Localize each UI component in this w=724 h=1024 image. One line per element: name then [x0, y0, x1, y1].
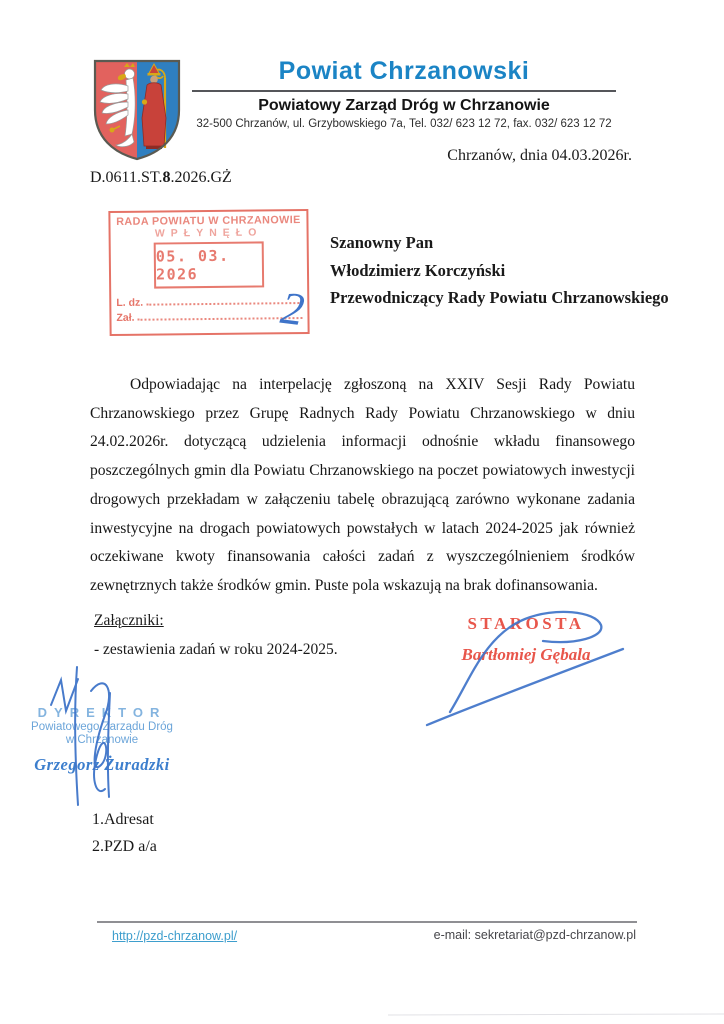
addressee-block — [330, 229, 669, 312]
dotted-leader — [138, 317, 303, 321]
received-stamp-org: RADA POWIATU W CHRZANOWIE — [116, 214, 301, 228]
received-stamp-word: WPŁYNĘŁO — [154, 226, 263, 240]
attachments-item: - zestawienia zadań w roku 2024-2025. — [94, 641, 338, 658]
organization-name: Powiatowy Zarząd Dróg w Chrzanowie — [258, 97, 550, 114]
footer-divider — [97, 921, 637, 923]
letterhead — [192, 57, 616, 130]
reference-bold-digit: 8 — [162, 169, 171, 186]
starosta-name: Bartłomiej Gębala — [461, 645, 591, 664]
zal-label: Zał. — [116, 311, 135, 324]
starosta-stamp — [452, 614, 600, 665]
dotted-leader — [146, 302, 302, 306]
director-name: Grzegorz Żuradzki — [34, 755, 170, 774]
received-stamp-zal-row — [116, 307, 302, 324]
addressee-title: Przewodniczący Rady Powiatu Chrzanowskiego — [330, 288, 669, 307]
letterhead-divider — [192, 90, 616, 92]
director-stamp — [16, 705, 188, 775]
page-title: Powiat Chrzanowski — [278, 57, 530, 85]
starosta-role: STAROSTA — [467, 614, 585, 633]
addressee-name: Włodzimierz Korczyński — [330, 260, 506, 280]
handwritten-attachment-count: 2 — [278, 281, 308, 336]
date-line: Chrzanów, dnia 04.03.2026r. — [447, 147, 632, 164]
distribution-item: 1.Adresat — [92, 811, 154, 828]
footer-website-link[interactable]: http://pzd-chrzanow.pl/ — [112, 929, 238, 943]
ldz-label: L. dz. — [116, 296, 144, 309]
director-org-line2: w Chrzanowie — [65, 734, 139, 746]
organization-address: 32-500 Chrzanów, ul. Grzybowskiego 7a, Tel. 032/ 623 12 72, fax. 032/ 623 12 72 — [196, 118, 612, 130]
attachments-block — [94, 612, 338, 659]
director-org-line1: Powiatowego Zarządu Dróg — [31, 721, 173, 733]
distribution-item: 2.PZD a/a — [92, 838, 157, 855]
received-stamp-date: 05. 03. 2026 — [154, 241, 264, 288]
director-role: DYREKTOR — [37, 705, 167, 720]
distribution-list — [92, 806, 157, 860]
footer-email: e-mail: sekretariat@pzd-chrzanow.pl — [433, 928, 636, 942]
reference-suffix: .2026.GŻ — [170, 169, 232, 186]
addressee-salutation: Szanowny Pan — [330, 233, 434, 252]
reference-number — [90, 169, 232, 187]
scan-edge-artifact — [388, 1014, 724, 1016]
body-paragraph: Odpowiadając na interpelację zgłoszoną na XXIV Sesji Rady Powiatu Chrzanowskiego przez Grupę Radnych Rady Powiatu Chrzanowskiego w dniu 24.02.2026r. dotyczącą udzielenia informacji odnośnie wkładu finansowego poszczególnych gmin dla Powiatu Chrzanowskiego na poczet powiatowych inwestycji drogowych przekładam w załączeniu tabelę obrazującą zarówno wykonane zadania inwestycyjne na drogach powiatowych powstałych w latach 2024-2025 jak również oczekiwane kwoty finansowania całości zadań z wyszczególnieniem środków zewnętrznych także środków gmin. Puste pola wskazują na brak dofinansowania. — [90, 376, 635, 594]
reference-prefix: D.0611.ST. — [90, 169, 163, 186]
attachments-heading: Załączniki: — [94, 612, 164, 629]
coat-of-arms-icon — [88, 54, 186, 166]
